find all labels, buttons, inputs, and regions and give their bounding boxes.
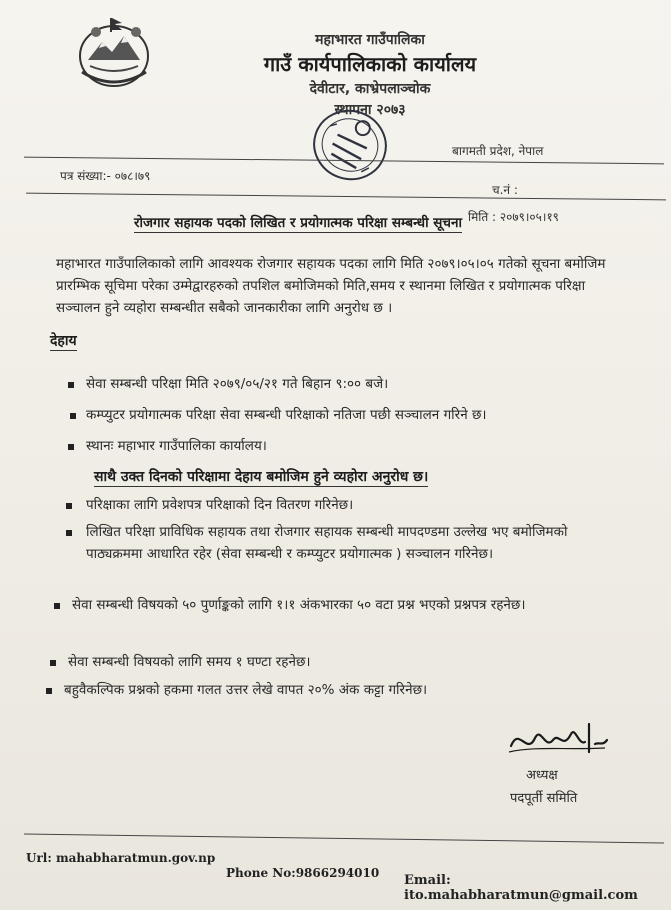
header-divider-bottom	[26, 193, 666, 201]
bullet-icon	[50, 660, 56, 666]
nepal-emblem-icon	[66, 12, 162, 92]
notice-subject: रोजगार सहायक पदको लिखित र प्रयोगात्मक परिक्षा सम्बन्धी सूचना	[134, 215, 462, 231]
schedule-item-date: सेवा सम्बन्धी परिक्षा मिति २०७९/०५/२१ गते बिहान ९:०० बजे।	[86, 376, 389, 392]
signatory-role: अध्यक्ष	[526, 768, 558, 783]
office-stamp-icon	[305, 103, 395, 187]
bullet-icon	[70, 413, 76, 419]
footer-email: Email: ito.mahabharatmun@gmail.com	[404, 873, 638, 903]
bullet-icon	[46, 688, 52, 694]
notice-intro: महाभारत गाउँपालिकाको लागि आवश्यक रोजगार सहायक पदका लागि मिति २०७९।०५।०५ गतेको सूचना बमोजिम प्रारम्भिक सूचिमा परेका उम्मेद्वारहरुको तपशिल बमोजिमको मिति,समय र स्थानमा लिखित र प्रयोगात्मक परिक्षा सञ्चालन हुने व्यहोरा सम्बन्धीत सबैको जानकारीका लागि अनुरोध छ ।	[56, 256, 606, 316]
bullet-icon	[54, 603, 60, 609]
office-address: देवीटार, काभ्रेपलाञ्चोक	[309, 81, 431, 97]
bullet-icon	[66, 503, 72, 509]
office-title: गाउँ कार्यपालिकाको कार्यालय	[263, 52, 477, 76]
established-year: स्थापना २०७३	[334, 102, 406, 118]
rule-item-question-paper: सेवा सम्बन्धी विषयको ५० पुर्णाङ्कको लागि १।१ अंकभारका ५० वटा प्रश्न भएको प्रश्नपत्र रहनेछ।	[72, 597, 526, 613]
emphasis-heading: साथै उक्त दिनको परिक्षामा देहाय बमोजिम हुने व्यहोरा अनुरोध छ।	[94, 469, 429, 485]
rule-item-time: सेवा सम्बन्धी विषयको लागि समय १ घण्टा रहनेछ।	[68, 654, 311, 670]
notice-date: मिति : २०७९।०५।१९	[468, 210, 559, 224]
letter-number: पत्र संख्या:- ०७८।७९	[60, 169, 151, 183]
schedule-item-venue: स्थानः महाभार गाउँपालिका कार्यालय।	[86, 438, 267, 454]
bullet-icon	[68, 382, 74, 388]
signatory-committee: पदपूर्ती समिति	[510, 791, 578, 806]
footer-divider	[24, 834, 664, 844]
office-name: महाभारत गाउँपालिका	[315, 32, 425, 48]
schedule-item-computer: कम्प्युटर प्रयोगात्मक परिक्षा सेवा सम्बन्धी परिक्षाको नतिजा पछी सञ्चालन गरिने छ।	[86, 407, 487, 423]
footer-phone: Phone No:9866294010	[226, 866, 380, 880]
footer-url: Url: mahabharatmun.gov.np	[26, 851, 216, 865]
rule-item-negative-marking: बहुवैकल्पिक प्रश्नको हकमा गलत उत्तर लेखे वापत २०% अंक कट्टा गरिनेछ।	[64, 682, 428, 698]
province-label: बागमती प्रदेश, नेपाल	[452, 144, 544, 158]
signature-icon	[505, 716, 615, 762]
dispatch-number: च.नं :	[492, 183, 518, 197]
dehaya-heading: देहाय	[50, 333, 77, 349]
bullet-icon	[66, 530, 72, 536]
rule-item-admit-card: परिक्षाका लागि प्रवेशपत्र परिक्षाको दिन वितरण गरिनेछ।	[86, 497, 354, 513]
bullet-icon	[68, 444, 74, 450]
rule-item-syllabus: लिखित परिक्षा प्राविधिक सहायक तथा रोजगार सहायक सम्बन्धी मापदण्डमा उल्लेख भए बमोजिमको पाठ्यक्रममा आधारित रहेर (सेवा सम्बन्धी र कम्प्युटर प्रयोगात्मक ) सञ्चालन गरिनेछ।	[86, 524, 568, 562]
